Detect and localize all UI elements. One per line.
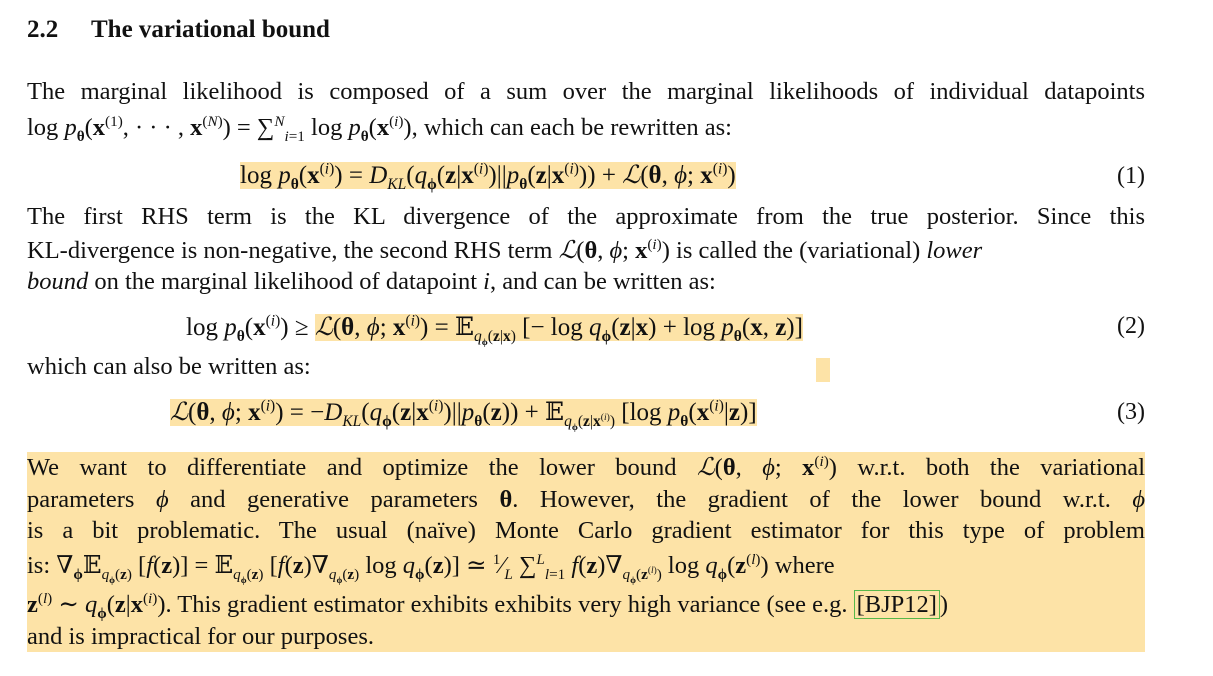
para2-line2-a: KL-divergence is non-negative, the second RHS term <box>27 237 553 264</box>
para4-line4-b: where <box>774 552 835 579</box>
para2-line3-b: on the marginal likelihood of datapoint <box>94 268 477 295</box>
para2-line3 <box>27 266 716 298</box>
para4-line1: We want to differentiate and optimize the lower bound ℒ(θ, ϕ; $x^{(i)}$) w.r.t. both the variational <box>27 452 1146 481</box>
para4-line2-b: and generative parameters <box>190 486 478 513</box>
equation-2-number: (2) <box>1117 313 1145 339</box>
para1-line2: $\log p_\theta(x^{(1)}$, · · · , $x^{(N)}) = \sum^N_{i=1}$ $\log p_\theta(x^{(i)})$, which can each be rewritten as: <box>27 112 732 145</box>
para1-line2-tail: , which can each be rewritten as: <box>411 114 732 141</box>
para4-line1-b: w.r.t. both the variational <box>857 454 1146 481</box>
para4-line3: is a bit problematic. The usual (naïve) Monte Carlo gradient estimator for this type of problem <box>27 517 1145 544</box>
para4-line5-c: ) <box>939 591 949 618</box>
para2-line3-a: bound <box>27 268 89 295</box>
equation-1-number: (1) <box>1117 163 1145 189</box>
para4-line2: parameters ϕ and generative parameters θ. However, the gradient of the lower bound w.r.t. ϕ <box>27 486 1146 513</box>
para2-line3-d: , and can be written as: <box>489 268 716 295</box>
para2-line3-c: i <box>483 268 490 295</box>
para2-line2: KL-divergence is non-negative, the second RHS term ℒ(θ, ϕ; $x^{(i)}$) is called the (variational) lower <box>27 235 983 264</box>
para2-line2-c: lower <box>926 237 983 264</box>
equation-3-number: (3) <box>1117 399 1145 425</box>
para4-line5-b: . This gradient estimator exhibits exhibits very high variance (see e.g. <box>165 591 848 618</box>
para4-line6: and is impractical for our purposes. <box>27 623 374 650</box>
para3-line1: which can also be written as: <box>27 353 311 380</box>
para1-line1: The marginal likelihood is composed of a sum over the marginal likelihoods of individual datapoints <box>27 78 1145 105</box>
para4-line1-a: We want to differentiate and optimize the lower bound <box>27 454 677 481</box>
section-heading <box>27 16 330 44</box>
para2-line1: The first RHS term is the KL divergence of the approximate from the true posterior. Since this <box>27 203 1145 230</box>
equation-1: $\log p_\theta(x^{(i)}) = D_{KL}(q_\phi(z|x^{(i)})||p_\theta(z|x^{(i)}))$ + ℒ(θ, ϕ; $x^{(i)}$) <box>240 160 736 193</box>
para4-line4-a: is: <box>27 552 51 579</box>
equation-3: ℒ(θ, ϕ; $x^{(i)}) = -D_{KL}(q_\phi(z|x^{(i)})||p_\theta(z))$ + 𝔼$_{q_\phi(z|x^{(i)})}$ [log $p_\theta(x^{(i)}|z)$] <box>170 397 757 434</box>
section-title: The variational bound <box>91 16 330 43</box>
equation-2: $\log p_\theta(x^{(i)})$ ≥ ℒ(θ, ϕ; $x^{(i)}$) = 𝔼$_{q_\phi(z|x)}$ [− $\log q_\phi(z|x) + \log p_\theta(x$, z)] <box>186 312 803 349</box>
para4-line2-c: . However, the gradient of the lower bound w.r.t. <box>512 486 1111 513</box>
para4-line4: is: $\nabla_\phi 𝔼_{q_\phi(z)}$ [f(z)] = 𝔼$_{q_\phi(z)}$ [$f(z)\nabla_{q_\phi(z)}$ $\log q_\phi(z)$] ≃ $^1⁄_L$ ∑$^L_{l=1}$ $f(z)\nabla_{q_\phi(z^{(l)})}$ $\log q_\phi(z^{(l)})$ where <box>27 550 835 586</box>
section-number: 2.2 <box>27 16 59 43</box>
para2-line2-b: is called the (variational) <box>676 237 921 264</box>
para4-line2-a: parameters <box>27 486 135 513</box>
highlight-marker <box>816 358 830 382</box>
citation-link[interactable]: [BJP12] <box>854 590 940 619</box>
para4-line5: $z^{(l)}$ ∼ $q_\phi(z|x^{(i)})$. This gradient estimator exhibits exhibits very high variance (see e.g. [BJP12] ) <box>27 589 949 622</box>
